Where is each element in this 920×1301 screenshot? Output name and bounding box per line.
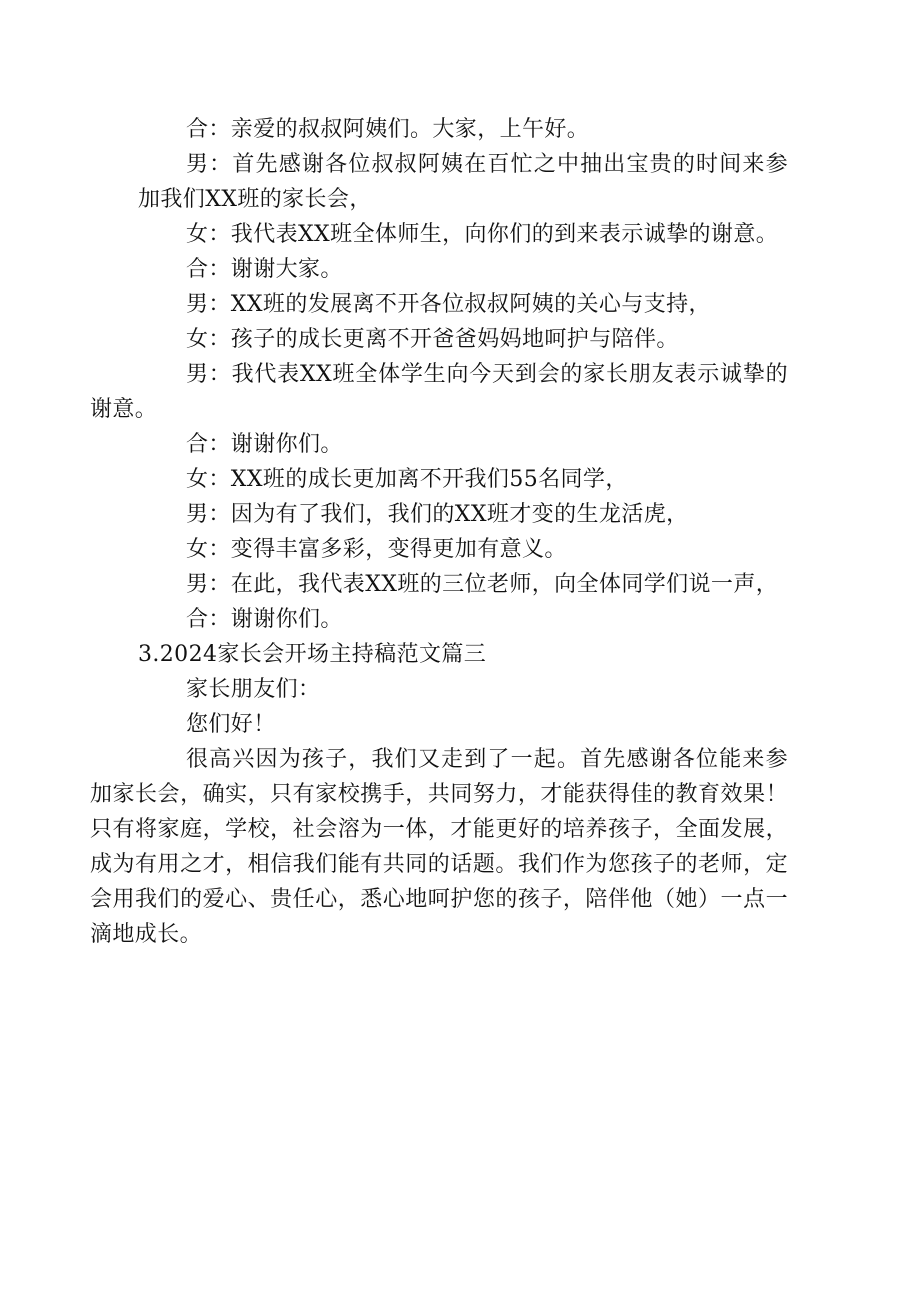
body-paragraph: 很高兴因为孩子，我们又走到了一起。首先感谢各位能来参加家长会，确实，只有家校携手，共同努力，才能获得佳的教育效果！只有将家庭，学校，社会溶为一体，才能更好的培养孩子，全面发展，成为有用之才，相信我们能有共同的话题。我们作为您孩子的老师，定会用我们的爱心、贵任心，悉心地呵护您的孩子，陪伴他（她）一点一滴地成长。 bbox=[90, 747, 788, 947]
dialogue-line: 合：谢谢你们。 bbox=[186, 607, 343, 632]
dialogue-line: 女：变得丰富多彩，变得更加有意义。 bbox=[186, 537, 567, 562]
dialogue-line: 女：孩子的成长更离不开爸爸妈妈地呵护与陪伴。 bbox=[186, 327, 679, 352]
dialogue-line: 合：谢谢你们。 bbox=[186, 432, 343, 457]
dialogue-line: 合：亲爱的叔叔阿姨们。大家，上午好。 bbox=[186, 117, 590, 142]
document-content bbox=[90, 112, 788, 952]
dialogue-line: 男：首先感谢各位叔叔阿姨在百忙之中抽出宝贵的时间来参加我们XX班的家长会， bbox=[138, 152, 788, 212]
dialogue-line: 女：我代表XX班全体师生，向你们的到来表示诚挚的谢意。 bbox=[186, 222, 779, 247]
section-heading: 3.2024家长会开场主持稿范文篇三 bbox=[138, 642, 487, 667]
dialogue-line: 女：XX班的成长更加离不开我们55名同学， bbox=[186, 467, 628, 492]
greeting: 您们好！ bbox=[186, 712, 276, 737]
dialogue-line: 男：我代表XX班全体学生向今天到会的家长朋友表示诚挚的谢意。 bbox=[90, 362, 788, 422]
dialogue-line: 男：在此，我代表XX班的三位老师，向全体同学们说一声， bbox=[186, 572, 779, 597]
dialogue-line: 男：因为有了我们，我们的XX班才变的生龙活虎， bbox=[186, 502, 689, 527]
salutation: 家长朋友们： bbox=[186, 677, 321, 702]
dialogue-line: 合：谢谢大家。 bbox=[186, 257, 343, 282]
dialogue-line: 男：XX班的发展离不开各位叔叔阿姨的关心与支持， bbox=[186, 292, 711, 317]
